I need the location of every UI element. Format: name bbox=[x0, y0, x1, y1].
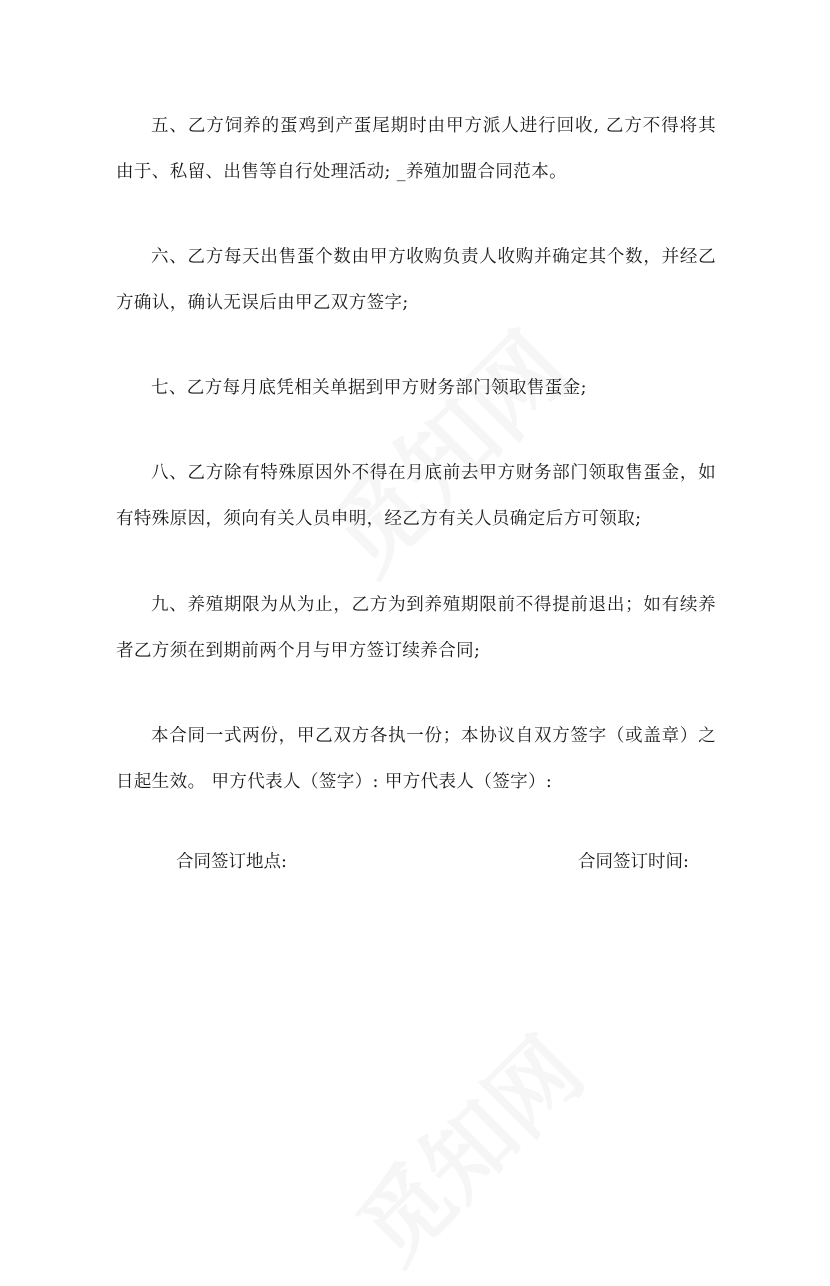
clause-6-paragraph: 六、乙方每天出售蛋个数由甲方收购负责人收购并确定其个数，并经乙方确认，确认无误后由甲乙双方签字; bbox=[116, 247, 716, 313]
clause-9-paragraph: 九、养殖期限为从为止，乙方为到养殖期限前不得提前退出；如有续养者乙方须在到期前两个月与甲方签订续养合同; bbox=[116, 595, 716, 661]
clause-5-paragraph: 五、乙方饲养的蛋鸡到产蛋尾期时由甲方派人进行回收, 乙方不得将其由于、私留、出售等自行处理活动; _养殖加盟合同范本。 bbox=[116, 116, 716, 182]
watermark bbox=[294, 298, 595, 599]
clause-8-paragraph: 八、乙方除有特殊原因外不得在月底前去甲方财务部门领取售蛋金，如有特殊原因，须向有关人员申明，经乙方有关人员确定后方可领取; bbox=[116, 463, 716, 529]
clause-7-paragraph: 七、乙方每月底凭相关单据到甲方财务部门领取售蛋金; bbox=[151, 378, 587, 398]
signing-place-label: 合同签订地点: bbox=[176, 852, 287, 872]
watermark bbox=[324, 1004, 607, 1286]
closing-paragraph: 本合同一式两份，甲乙双方各执一份；本协议自双方签字（或盖章）之日起生效。 甲方代表人（签字）: 甲方代表人（签字）: bbox=[116, 726, 716, 792]
signing-time-label: 合同签订时间: bbox=[578, 852, 689, 872]
